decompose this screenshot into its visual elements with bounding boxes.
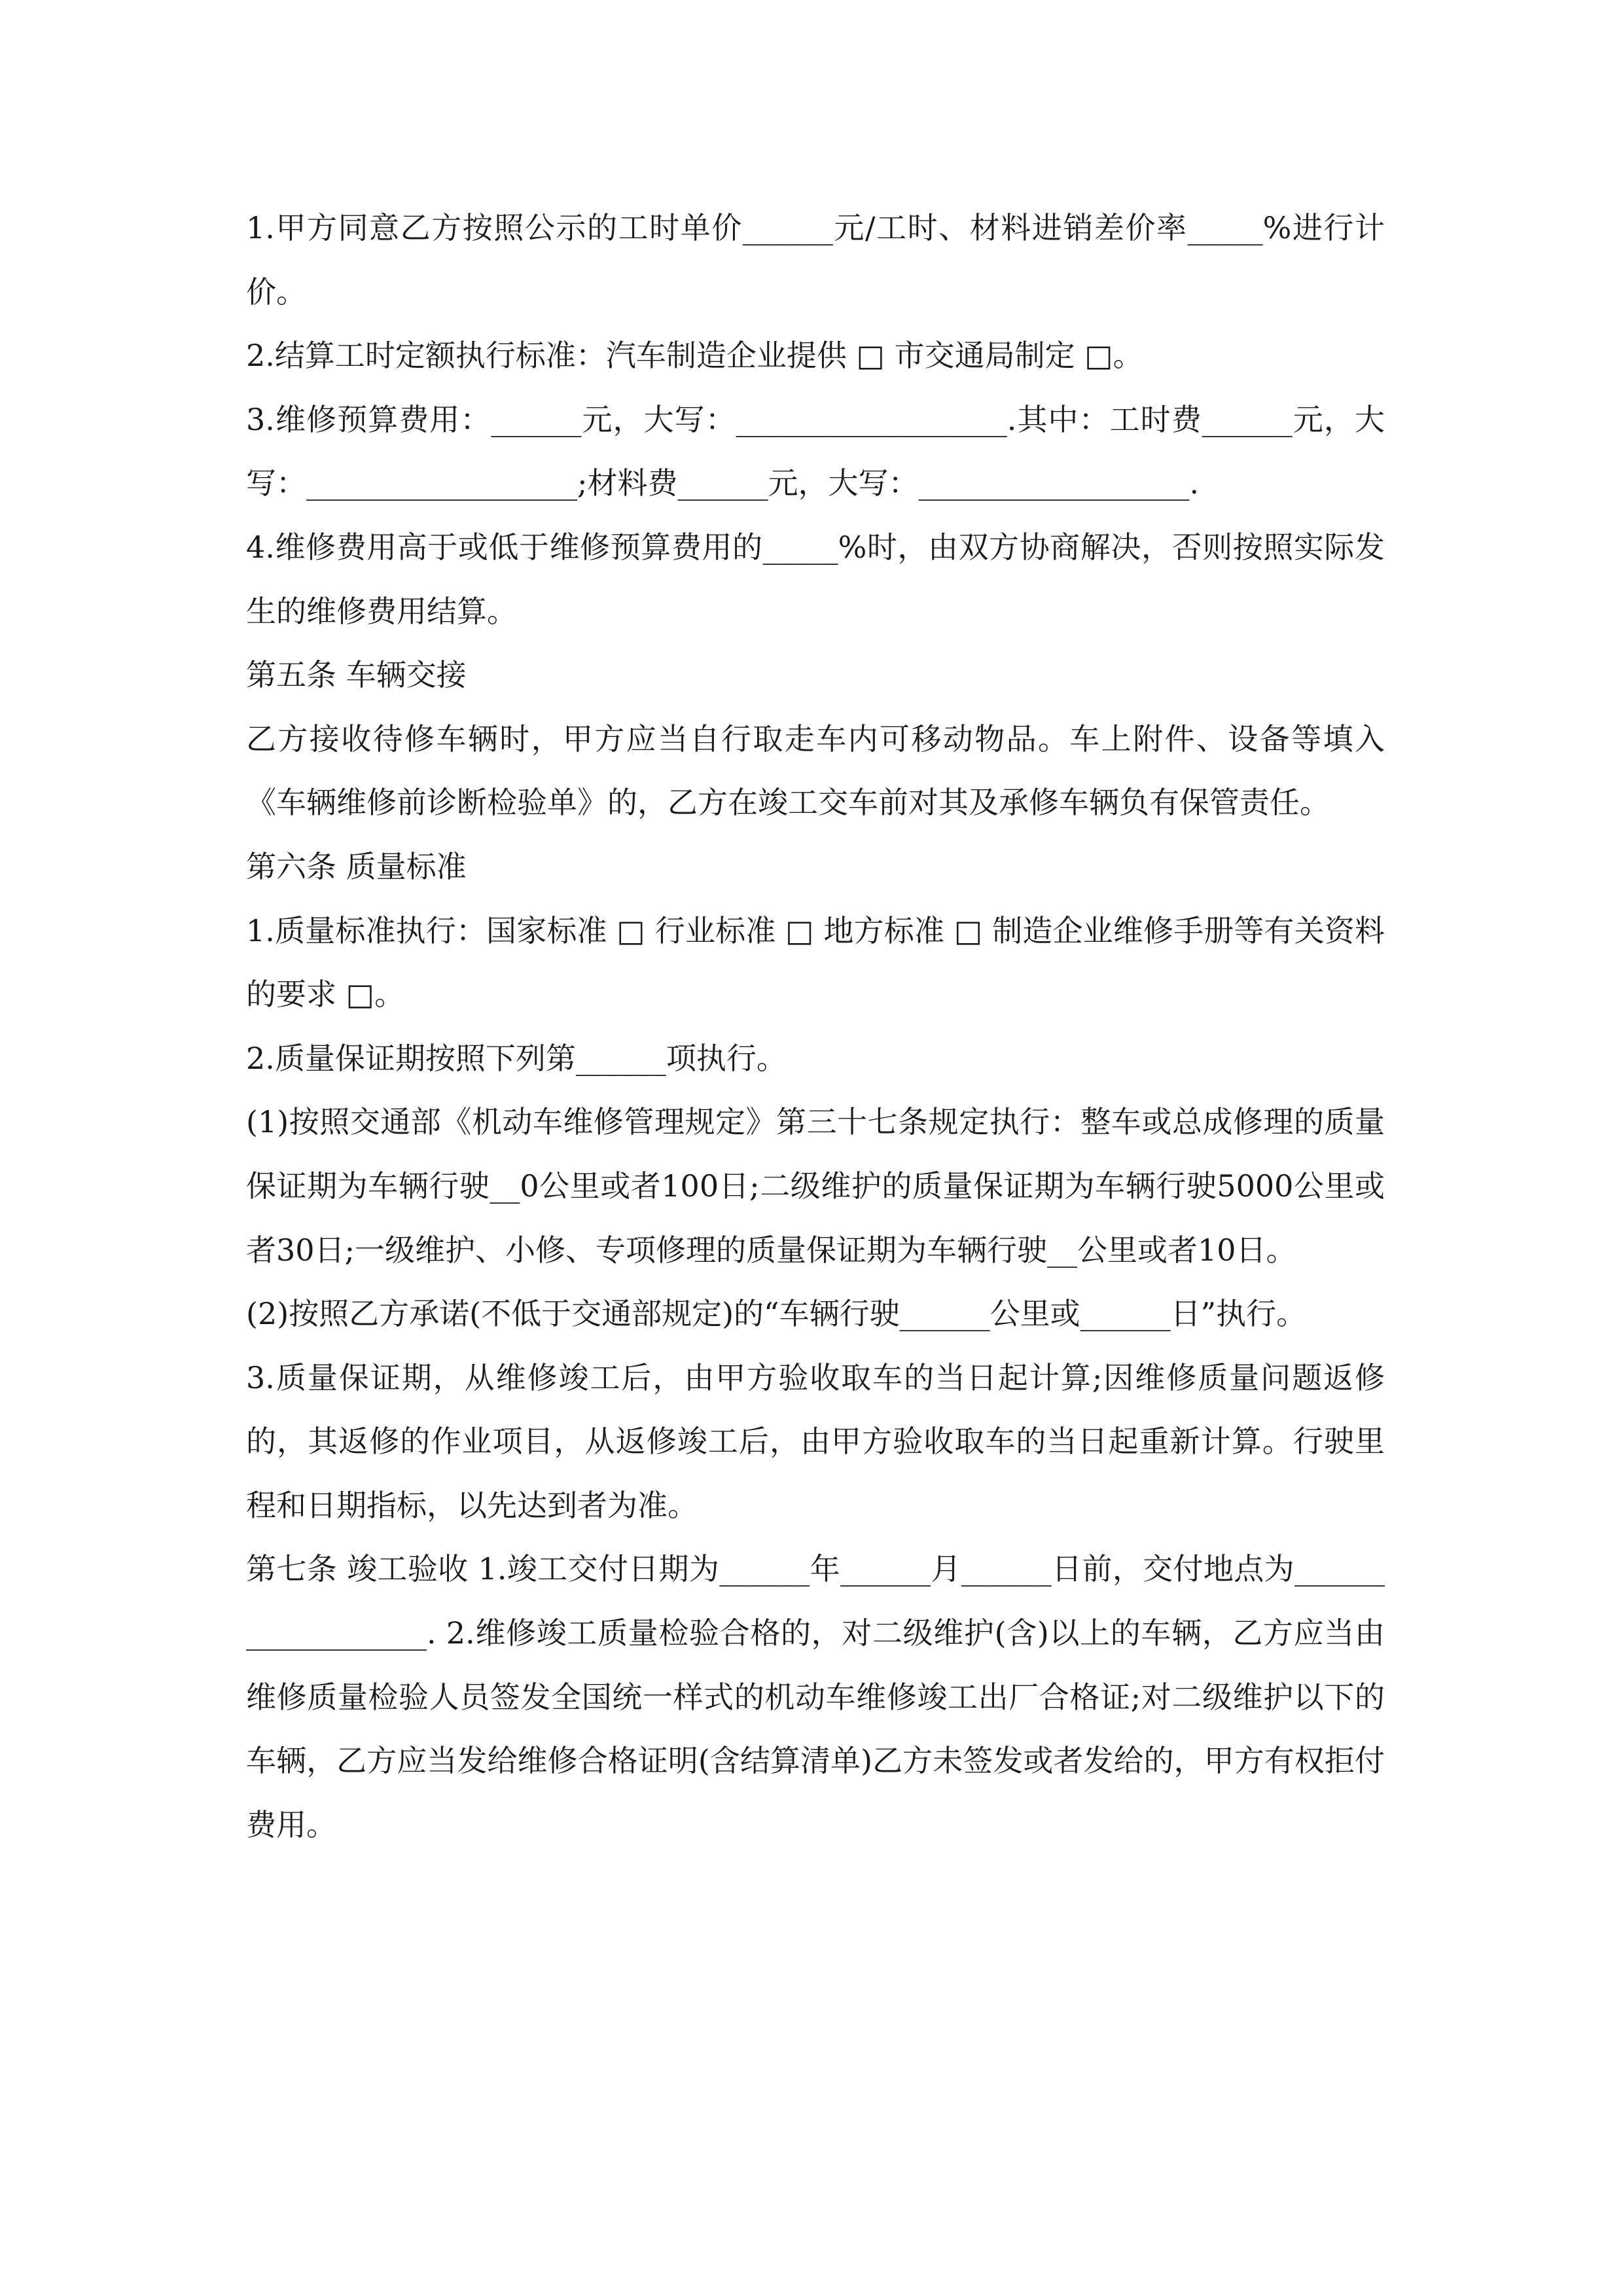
clause-warranty-period: 3.质量保证期，从维修竣工后，由甲方验收取车的当日起计算;因维修质量问题返修的，其返修的作业项目，从返修竣工后，由甲方验收取车的当日起重新计算。行驶里程和日期指标，以先达到者为准。	[246, 1359, 1385, 1523]
section-heading-article-6: 第六条 质量标准	[246, 848, 467, 884]
clause-warranty-option: 2.质量保证期按照下列第______项执行。	[246, 1040, 787, 1076]
clause-budget: 3.维修预算费用：______元，大写：__________________.其中：工时费______元，大写：__________________;材料费______元，大写：__________________.	[246, 401, 1385, 501]
clause-warranty-option-1: (1)按照交通部《机动车维修管理规定》第三十七条规定执行：整车或总成修理的质量保证期为车辆行驶__0公里或者100日;二级维护的质量保证期为车辆行驶5000公里或者30日;一级维护、小修、专项修理的质量保证期为车辆行驶__公里或者10日。	[246, 1104, 1385, 1268]
document-body	[246, 196, 1385, 1857]
clause-labor-standard: 2.结算工时定额执行标准：汽车制造企业提供 □ 市交通局制定 □。	[246, 338, 1143, 374]
clause-warranty-option-2: (2)按照乙方承诺(不低于交通部规定)的“车辆行驶______公里或______日”执行。	[246, 1296, 1307, 1332]
section-heading-article-5: 第五条 车辆交接	[246, 657, 467, 693]
clause-quality-standard: 1.质量标准执行：国家标准 □ 行业标准 □ 地方标准 □ 制造企业维修手册等有关资料的要求 □。	[246, 912, 1385, 1013]
clause-article-7-acceptance: 第七条 竣工验收 1.竣工交付日期为______年______月______日前，交付地点为__________________. 2.维修竣工质量检验合格的，对二级维护(含)以上的车辆，乙方应当由维修质量检验人员签发全国统一样式的机动车维修竣工出厂合格证;对二级维护以下的车辆，乙方应当发给维修合格证明(含结算清单)乙方未签发或者发给的，甲方有权拒付费用。	[246, 1551, 1385, 1842]
clause-pricing: 1.甲方同意乙方按照公示的工时单价______元/工时、材料进销差价率_____%进行计价。	[246, 210, 1385, 310]
clause-cost-deviation: 4.维修费用高于或低于维修预算费用的_____%时，由双方协商解决，否则按照实际发生的维修费用结算。	[246, 529, 1385, 629]
clause-vehicle-handover: 乙方接收待修车辆时，甲方应当自行取走车内可移动物品。车上附件、设备等填入《车辆维修前诊断检验单》的，乙方在竣工交车前对其及承修车辆负有保管责任。	[246, 721, 1385, 821]
